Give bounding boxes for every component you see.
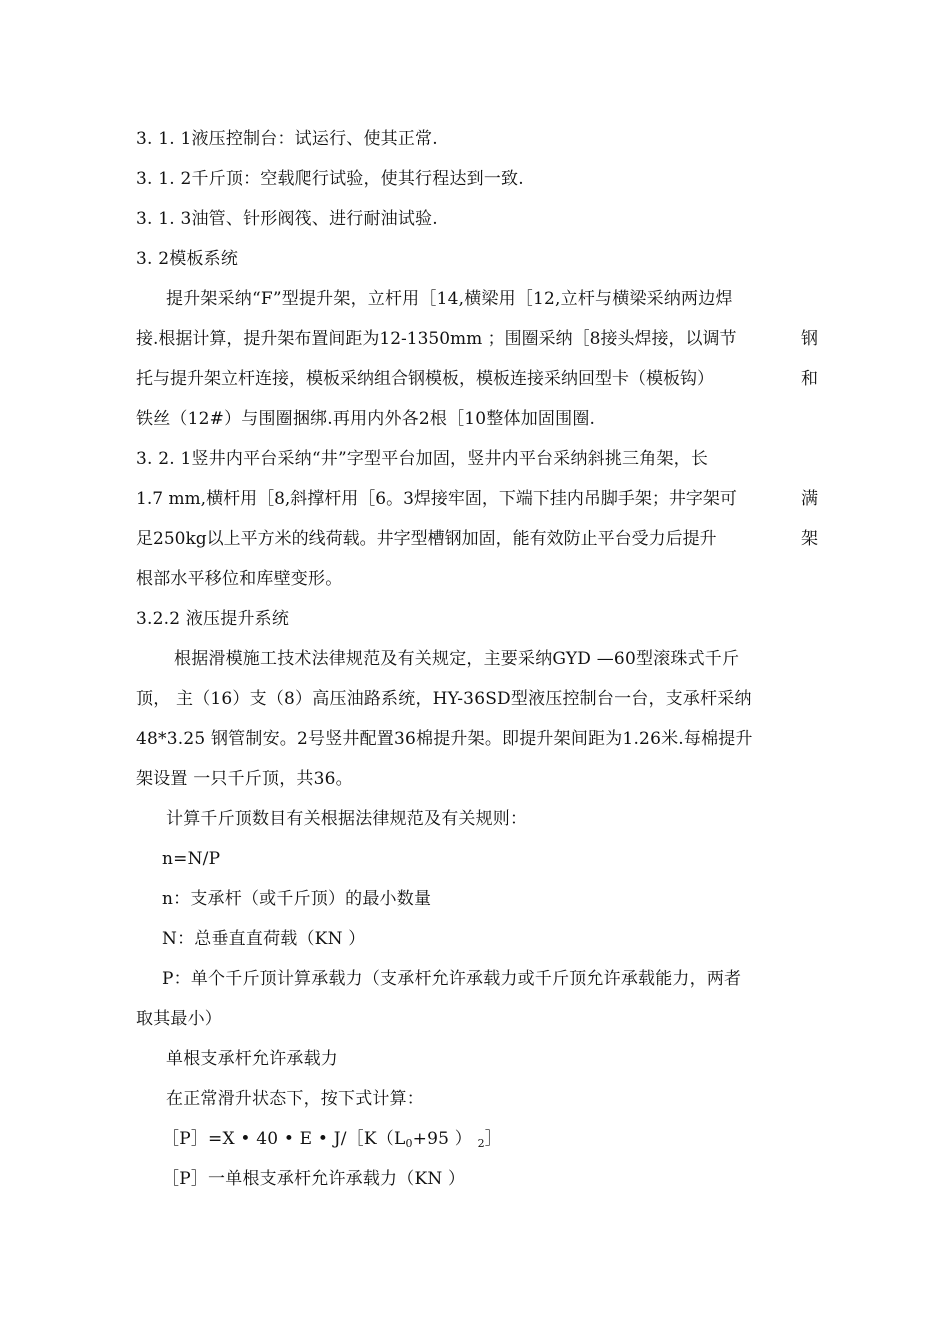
text-span: 托与提升架立杆连接，模板采纳组合钢模板，模板连接采纳回型卡（模板钩）	[136, 369, 714, 389]
formula-text: ［P］=X • 40 • E • J/［K（L	[162, 1129, 406, 1149]
section-3-2-2-heading: 3.2.2 液压提升系统	[136, 609, 290, 629]
formula-line: n=N/P	[162, 849, 221, 869]
text-span: 架	[801, 529, 818, 549]
paragraph-line: 在正常滑升状态下，按下式计算：	[166, 1089, 424, 1109]
definition-line: N：总垂直直荷载（KN ）	[162, 929, 366, 949]
text-span: 满	[801, 489, 818, 509]
text-span: 钢	[801, 329, 818, 349]
paragraph-line	[136, 368, 818, 390]
definition-line: n：支承杆（或千斤顶）的最小数量	[162, 889, 432, 909]
paragraph-line: 铁丝（12#）与围圈捆绑.再用内外各2根［10整体加固围圈.	[136, 409, 596, 429]
text-span: 1.7 mm,横杆用［8,斜撑杆用［6。3焊接牢固，下端下挂内吊脚手架；井字架可	[136, 489, 737, 509]
paragraph-line: 根部水平移位和库壁变形。	[136, 569, 343, 589]
paragraph-line	[136, 328, 818, 350]
paragraph-line: 顶， 主（16）支（8）高压油路系统，HY-36SD型液压控制台一台，支承杆采纳	[136, 689, 752, 709]
paragraph-line: 根据滑模施工技术法律规范及有关规定，主要采纳GYD —60型滚珠式千斤	[174, 649, 740, 669]
text-span: 接.根据计算，提升架布置间距为12-1350mm ；围圈采纳［8接头焊接，以调节	[136, 329, 737, 349]
paragraph-line: 48*3.25 钢管制安。2号竖井配置36棉提升架。即提升架间距为1.26米.每棉提升	[136, 729, 753, 749]
definition-line: ［P］一单根支承杆允许承载力（KN ）	[162, 1169, 466, 1189]
paragraph-line: 单根支承杆允许承载力	[166, 1049, 338, 1069]
paragraph-line	[136, 488, 818, 510]
formula-line	[162, 1128, 502, 1155]
formula-exponent: 2	[477, 1137, 485, 1150]
section-3-2-heading: 3. 2模板系统	[136, 249, 239, 269]
item-3-1-2: 3. 1. 2千斤顶：空载爬行试验，使其行程达到一致.	[136, 169, 524, 189]
paragraph-line: 计算千斤顶数目有关根据法律规范及有关规则：	[166, 809, 528, 829]
text-span: 足250kg以上平方米的线荷载。井字型槽钢加固，能有效防止平台受力后提升	[136, 529, 717, 549]
paragraph-line: 架设置 一只千斤顶，共36。	[136, 769, 353, 789]
paragraph-line	[136, 528, 818, 550]
item-3-2-1: 3. 2. 1竖井内平台采纳“井”字型平台加固，竖井内平台采纳斜挑三角架，长	[136, 449, 709, 469]
paragraph-line: 提升架采纳“F”型提升架，立杆用［14,横梁用［12,立杆与横梁采纳两边焊	[166, 289, 733, 309]
formula-subscript: 0	[405, 1137, 413, 1150]
item-3-1-1: 3. 1. 1液压控制台：试运行、使其正常.	[136, 129, 438, 149]
formula-text: +95 ）	[412, 1129, 478, 1149]
formula-text: ］	[484, 1129, 502, 1149]
text-span: 和	[801, 369, 818, 389]
definition-line: P：单个千斤顶计算承载力（支承杆允许承载力或千斤顶允许承载能力，两者	[162, 969, 742, 989]
item-3-1-3: 3. 1. 3油管、针形阀筏、进行耐油试验.	[136, 209, 438, 229]
definition-line: 取其最小）	[136, 1009, 222, 1029]
